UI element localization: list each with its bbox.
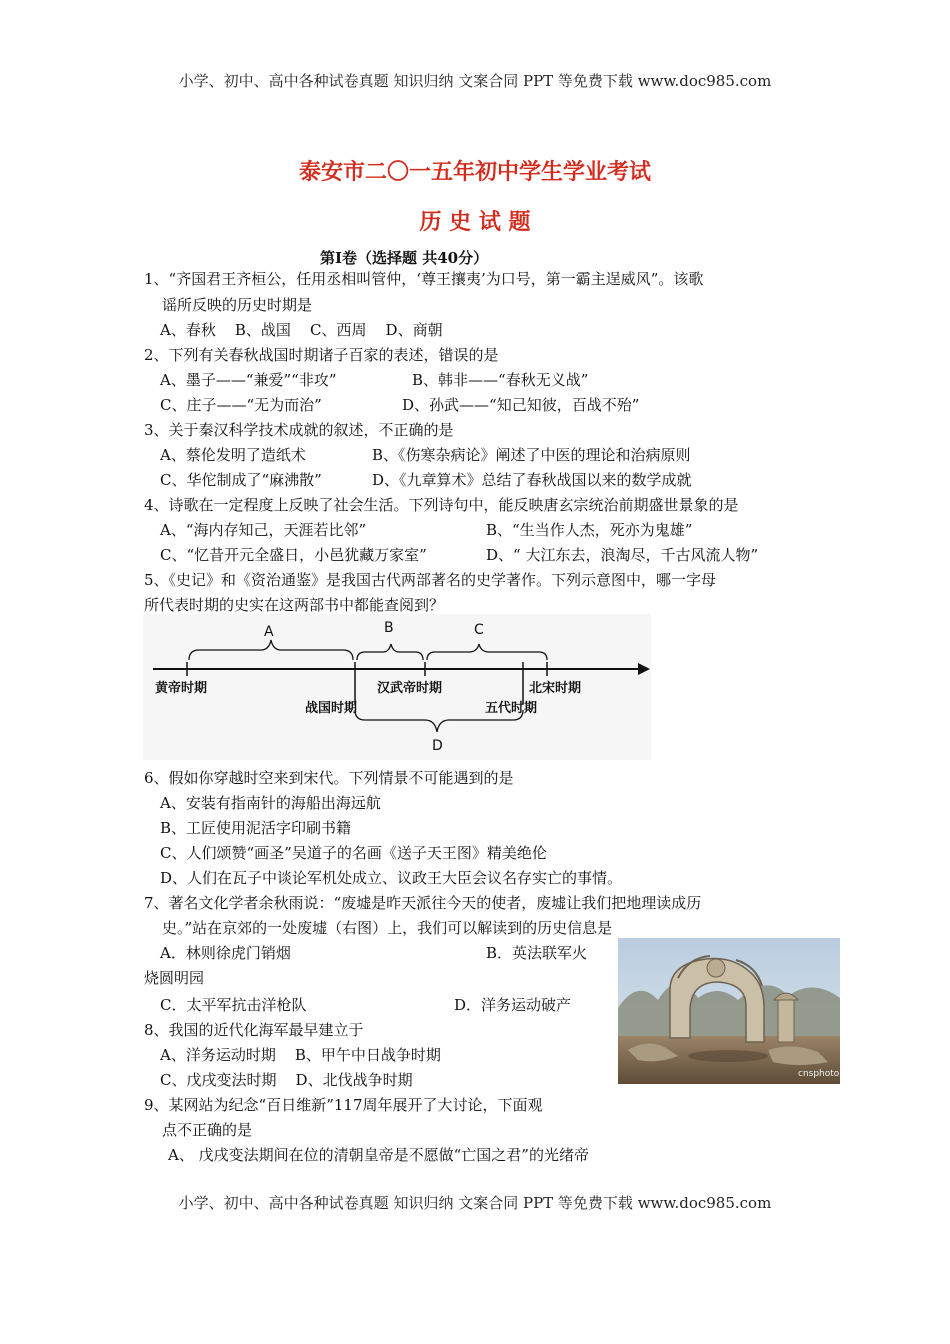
q7-stem-line2: 史。”站在京郊的一处废墟（右图）上，我们可以解读到的历史信息是 [162,919,613,937]
q4-option-c: C、“忆昔开元全盛日，小邑犹藏万家室” [160,546,427,564]
exam-subtitle: 历 史 试 题 [419,209,531,235]
label-wudai: 五代时期 [485,701,538,716]
q7-option-a: A．林则徐虎门销烟 [160,944,291,962]
q4-option-a: A、“海内存知己，天涯若比邻” [160,521,367,539]
timeline-arrow [638,663,650,675]
section-heading: 第Ⅰ卷（选择题 共40分） [320,249,489,267]
q5-stem-line2: 所代表时期的史实在这两部书中都能查阅到？ [144,596,445,614]
q3-option-a: A、蔡伦发明了造纸术 [160,446,306,464]
q8-options-ab: A、洋务运动时期 B、甲午中日战争时期 [160,1046,441,1064]
q3-option-b: B、《伤寒杂病论》阐述了中医的理论和治病原则 [372,446,691,464]
q4-option-b: B、“生当作人杰，死亦为鬼雄” [486,521,693,539]
q6-option-a: A、安装有指南针的海船出海远航 [160,794,381,812]
q1-options: A、春秋 B、战国 C、西周 D、商朝 [160,321,443,339]
page-header: 小学、初中、高中各种试卷真题 知识归纳 文案合同 PPT 等免费下载 www.doc985.com [178,72,772,90]
timeline-diagram [143,614,651,760]
label-beisong: 北宋时期 [529,681,582,696]
q4-stem: 4、诗歌在一定程度上反映了社会生活。下列诗句中，能反映唐玄宗统治前期盛世景象的是 [144,496,739,514]
yuanmingyuan-ruins-photo [618,938,840,1084]
brace-b [357,644,423,660]
q5-stem-line1: 5、《史记》和《资治通鉴》是我国古代两部著名的史学著作。下列示意图中，哪一字母 [144,571,717,589]
q2-option-c: C、庄子——“无为而治” [160,396,322,414]
letter-a: A [264,624,274,640]
q8-options-cd: C、戊戌变法时期 D、北伐战争时期 [160,1071,413,1089]
q7-option-d: D．洋务运动破产 [454,996,572,1014]
label-hanwudi: 汉武帝时期 [377,681,443,696]
q2-option-b: B、韩非——“春秋无义战” [412,371,589,389]
photo-watermark: cnsphoto [798,1069,840,1079]
brace-c [427,644,547,660]
page-footer: 小学、初中、高中各种试卷真题 知识归纳 文案合同 PPT 等免费下载 www.doc985.com [178,1194,772,1212]
exam-title: 泰安市二〇一五年初中学生学业考试 [298,159,651,185]
q9-option-a: A、 戊戌变法期间在位的清朝皇帝是不愿做“亡国之君”的光绪帝 [168,1146,589,1164]
q9-stem-line2: 点不正确的是 [162,1121,253,1139]
letter-b: B [384,620,394,636]
q6-option-d: D、人们在瓦子中谈论军机处成立、议政王大臣会议名存实亡的事情。 [160,869,623,887]
q7-option-b-line1: B．英法联军火 [486,944,588,962]
q4-option-d: D、“ 大江东去，浪淘尽，千古风流人物” [486,546,759,564]
q2-stem: 2、下列有关春秋战国时期诸子百家的表述，错误的是 [144,346,499,364]
letter-c: C [474,622,484,638]
q3-option-d: D、《九章算术》总结了春秋战国以来的数学成就 [372,471,692,489]
q1-stem-line1: 1、“齐国君王齐桓公，任用丞相叫管仲，‘尊王攘夷’为口号，第一霸主逞威风”。该歌 [144,270,704,288]
brace-a [189,640,353,660]
label-huangdi: 黄帝时期 [155,681,208,696]
q2-option-a: A、墨子——“兼爱”“非攻” [160,371,337,389]
q3-stem: 3、关于秦汉科学技术成就的叙述，不正确的是 [144,421,454,439]
q6-option-c: C、人们颂赞“画圣”吴道子的名画《送子天王图》精美绝伦 [160,844,547,862]
letter-d: D [432,738,443,754]
label-zhanguo: 战国时期 [305,701,358,716]
q7-option-b-line2: 烧圆明园 [144,969,205,987]
q3-option-c: C、华佗制成了“麻沸散” [160,471,322,489]
q8-stem: 8、我国的近代化海军最早建立于 [144,1021,364,1039]
q7-stem-line1: 7、著名文化学者余秋雨说：“废墟是昨天派往今天的使者，废墟让我们把地理读成历 [144,894,702,912]
q9-stem-line1: 9、某网站为纪念“百日维新”117周年展开了大讨论，下面观 [144,1096,543,1114]
q1-stem-line2: 谣所反映的历史时期是 [162,296,313,314]
q6-option-b: B、工匠使用泥活字印刷书籍 [160,819,352,837]
q2-option-d: D、孙武——“知己知彼，百战不殆” [402,396,640,414]
q7-option-c: C．太平军抗击洋枪队 [160,996,307,1014]
q6-stem: 6、假如你穿越时空来到宋代。下列情景不可能遇到的是 [144,769,514,787]
